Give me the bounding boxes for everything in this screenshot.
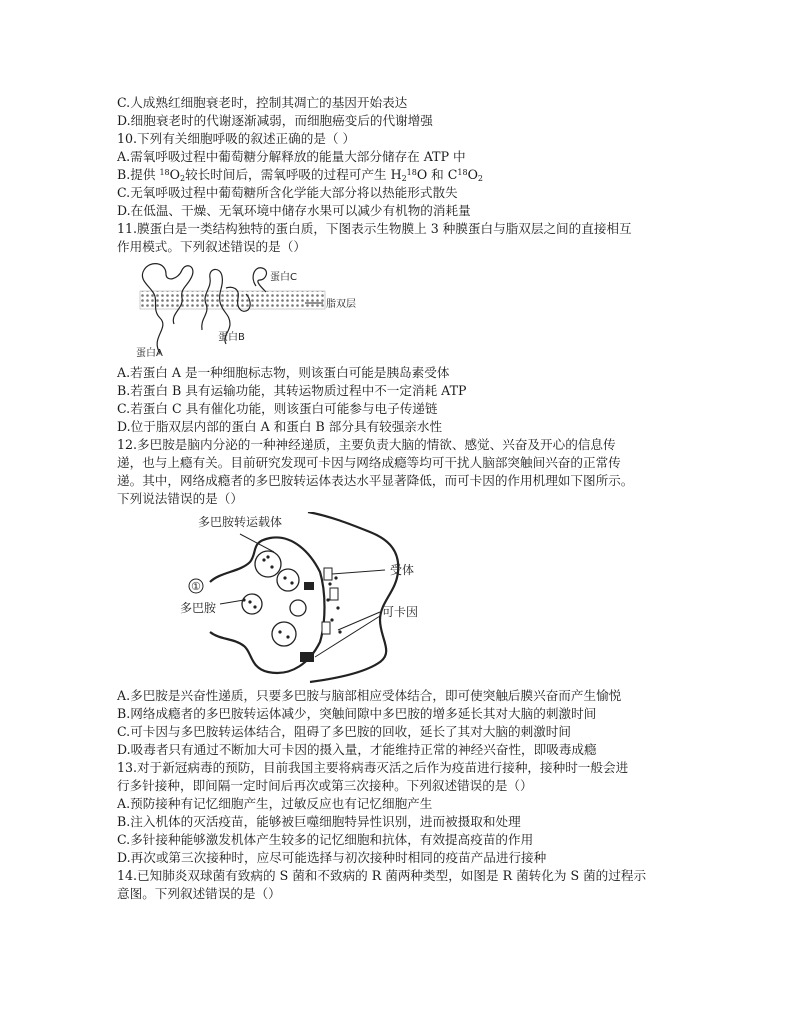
q11-stem-line1: 11.膜蛋白是一类结构独特的蛋白质，下图表示生物膜上 3 种膜蛋白与脂双层之间的直接相互 xyxy=(117,221,632,236)
protein-c-chain xyxy=(253,268,266,292)
cocaine-marker xyxy=(304,582,314,590)
q10-option-c: C.无氧呼吸过程中葡萄糖所含化学能大部分将以热能形式散失 xyxy=(117,185,458,200)
q13-option-c: C.多针接种能够激发机体产生较多的记忆细胞和抗体，有效提高疫苗的作用 xyxy=(117,832,534,847)
q10-b-part: 18 xyxy=(159,168,170,177)
q12-option-a: A.多巴胺是兴奋性递质，只要多巴胺与脑部相应受体结合，即可使突触后膜兴奋而产生愉悦 xyxy=(117,688,622,703)
q9-option-c: C.人成熟红细胞衰老时，控制其凋亡的基因开始表达 xyxy=(117,95,408,110)
dopamine-label: 多巴胺 xyxy=(180,601,217,615)
synapse-figure xyxy=(180,512,450,687)
q12-stem-line3: 递。其中，网络成瘾者的多巴胺转运体表达水平显著降低，而可卡因的作用机理如下图所示。 xyxy=(117,473,634,488)
q11-option-b: B.若蛋白 B 具有运输功能，其转运物质过程中不一定消耗 ATP xyxy=(117,383,467,398)
q10-b-part: 2 xyxy=(179,174,186,183)
vesicle xyxy=(290,600,306,616)
vesicle xyxy=(277,569,299,591)
q11-option-a: A.若蛋白 A 是一种细胞标志物，则该蛋白可能是胰岛素受体 xyxy=(117,365,450,380)
q11-option-c: C.若蛋白 C 具有催化功能，则该蛋白可能参与电子传递链 xyxy=(117,401,438,416)
q14-stem-line1: 14.已知肺炎双球菌有致病的 S 菌和不致病的 R 菌两种类型，如图是 R 菌转化为 S 菌的过程示 xyxy=(117,868,647,883)
q13-option-b: B.注入机体的灭活疫苗，能够被巨噬细胞特异性识别，进而被摄取和处理 xyxy=(117,814,521,829)
lipid-bilayer xyxy=(140,291,325,309)
q10-b-part: O 和 C xyxy=(416,167,458,182)
receptor-label: 受体 xyxy=(390,563,415,577)
q10-b-part: 较长时间后，需氧呼吸的过程可产生 H xyxy=(185,167,402,182)
receptor xyxy=(330,588,338,600)
receptor xyxy=(324,568,332,580)
receptor-leader xyxy=(332,570,385,574)
q10-option-a: A.需氧呼吸过程中葡萄糖分解释放的能量大部分储存在 ATP 中 xyxy=(117,149,466,164)
protein-a-label: 蛋白A xyxy=(136,348,163,359)
q13-stem-line1: 13.对于新冠病毒的预防，目前我国主要将病毒灭活之后作为疫苗进行接种，接种时一般会进 xyxy=(117,760,629,775)
protein-c-label: 蛋白C xyxy=(270,272,297,283)
q10-b-part: 2 xyxy=(477,174,484,183)
vesicle xyxy=(255,551,281,577)
q10-stem: 10.下列有关细胞呼吸的叙述正确的是（ ） xyxy=(117,131,356,146)
q9-option-d: D.细胞衰老时的代谢逐渐减弱，而细胞癌变后的代谢增强 xyxy=(117,113,433,128)
q10-option-d: D.在低温、干燥、无氧环境中储存水果可以减少有机物的消耗量 xyxy=(117,203,471,218)
q10-option-b xyxy=(117,166,483,183)
membrane-protein-figure xyxy=(130,258,360,360)
q10-b-part: 18 xyxy=(406,168,417,177)
q12-stem-line1: 12.多巴胺是脑内分泌的一种神经递质，主要负责大脑的情欲、感觉、兴奋及开心的信息传 xyxy=(117,437,616,452)
transporter-leader xyxy=(240,534,274,552)
vesicle xyxy=(272,622,296,646)
q11-stem-line2: 作用模式。下列叙述错误的是（） xyxy=(117,239,306,254)
q14-stem-line2: 意图。下列叙述错误的是（） xyxy=(117,886,281,901)
q10-b-part: 2 xyxy=(401,174,407,183)
cocaine-label: 可卡因 xyxy=(382,605,419,619)
dopamine-leader xyxy=(220,600,244,604)
q11-option-d: D.位于脂双层内部的蛋白 A 和蛋白 B 部分具有较强亲水性 xyxy=(117,419,443,434)
q12-option-d: D.吸毒者只有通过不断加大可卡因的摄入量，才能维持正常的神经兴奋性，即吸毒成瘾 xyxy=(117,742,597,757)
receptor xyxy=(322,622,330,634)
marker-label: ① xyxy=(191,580,201,593)
postsynaptic-membrane xyxy=(308,512,398,682)
q12-stem-line4: 下列说法错误的是（） xyxy=(117,491,243,506)
cocaine-marker xyxy=(300,652,314,662)
q12-option-b: B.网络成瘾者的多巴胺转运体减少，突触间隙中多巴胺的增多延长其对大脑的刺激时间 xyxy=(117,706,597,721)
cocaine-leader xyxy=(338,612,380,630)
q10-b-part: 18 xyxy=(457,168,468,177)
protein-b-label: 蛋白B xyxy=(218,332,245,343)
transporter-label: 多巴胺转运载体 xyxy=(198,515,283,529)
q13-option-d: D.再次或第三次接种时，应尽可能选择与初次接种时相同的疫苗产品进行接种 xyxy=(117,850,547,865)
vesicle xyxy=(242,594,262,614)
q13-stem-line2: 行多针接种，即间隔一定时间后再次或第三次接种。下列叙述错误的是（） xyxy=(117,778,533,793)
q10-b-part: O xyxy=(169,167,180,182)
q13-option-a: A.预防接种有记忆细胞产生，过敏反应也有记忆细胞产生 xyxy=(117,796,433,811)
q10-b-part: O xyxy=(467,167,478,182)
q10-b-part: B.提供 xyxy=(117,167,160,182)
lipid-bilayer-label: 脂双层 xyxy=(326,299,356,310)
q12-stem-line2: 递，也与上瘾有关。目前研究发现可卡因与网络成瘾等均可干扰人脑部突触间兴奋的正常传 xyxy=(117,455,621,470)
q12-option-c: C.可卡因与多巴胺转运体结合，阻碍了多巴胺的回收，延长了其对大脑的刺激时间 xyxy=(117,724,571,739)
